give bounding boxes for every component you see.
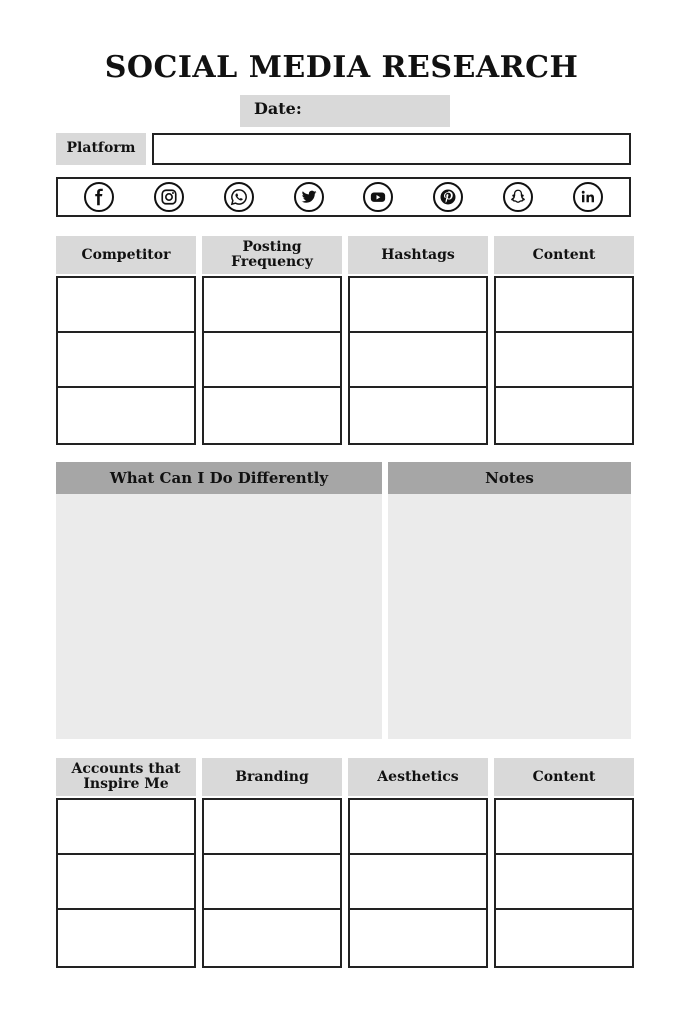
- differently-notes-area[interactable]: [56, 494, 382, 739]
- instagram-icon[interactable]: [154, 182, 184, 212]
- table-cell[interactable]: [202, 386, 342, 445]
- accounts-inspire-column-header: Accounts that Inspire Me: [56, 758, 196, 796]
- table-cell[interactable]: [56, 276, 196, 333]
- table-cell[interactable]: [494, 276, 634, 333]
- table-cell[interactable]: [202, 908, 342, 968]
- pinterest-icon[interactable]: [433, 182, 463, 212]
- table-cell[interactable]: [56, 853, 196, 910]
- table-cell[interactable]: [494, 386, 634, 445]
- posting-frequency-column-header: Posting Frequency: [202, 236, 342, 274]
- table-cell[interactable]: [494, 908, 634, 968]
- hashtags-column-header: Hashtags: [348, 236, 488, 274]
- table-cell[interactable]: [494, 798, 634, 855]
- notes-area[interactable]: [388, 494, 631, 739]
- date-field[interactable]: Date:: [240, 95, 450, 127]
- aesthetics-column-header: Aesthetics: [348, 758, 488, 796]
- differently-section-header: What Can I Do Differently: [56, 462, 382, 494]
- table-cell[interactable]: [202, 853, 342, 910]
- table-cell[interactable]: [348, 386, 488, 445]
- content-column-header: Content: [494, 758, 634, 796]
- table-cell[interactable]: [56, 798, 196, 855]
- branding-column-header: Branding: [202, 758, 342, 796]
- notes-section-header: Notes: [388, 462, 631, 494]
- table-cell[interactable]: [494, 331, 634, 388]
- table-cell[interactable]: [494, 853, 634, 910]
- snapchat-icon[interactable]: [503, 182, 533, 212]
- table-cell[interactable]: [202, 798, 342, 855]
- content-column-header: Content: [494, 236, 634, 274]
- facebook-icon[interactable]: [84, 182, 114, 212]
- table-cell[interactable]: [202, 331, 342, 388]
- table-cell[interactable]: [202, 276, 342, 333]
- table-cell[interactable]: [348, 276, 488, 333]
- linkedin-icon[interactable]: [573, 182, 603, 212]
- table-cell[interactable]: [348, 908, 488, 968]
- table-cell[interactable]: [348, 331, 488, 388]
- whatsapp-icon[interactable]: [224, 182, 254, 212]
- platform-field[interactable]: [152, 133, 631, 165]
- page-title: SOCIAL MEDIA RESEARCH: [104, 50, 579, 85]
- platform-label: Platform: [56, 133, 146, 165]
- table-cell[interactable]: [348, 853, 488, 910]
- table-cell[interactable]: [56, 331, 196, 388]
- table-cell[interactable]: [348, 798, 488, 855]
- twitter-icon[interactable]: [294, 182, 324, 212]
- social-icon-strip: [56, 177, 631, 217]
- competitor-column-header: Competitor: [56, 236, 196, 274]
- table-cell[interactable]: [56, 386, 196, 445]
- table-cell[interactable]: [56, 908, 196, 968]
- youtube-icon[interactable]: [363, 182, 393, 212]
